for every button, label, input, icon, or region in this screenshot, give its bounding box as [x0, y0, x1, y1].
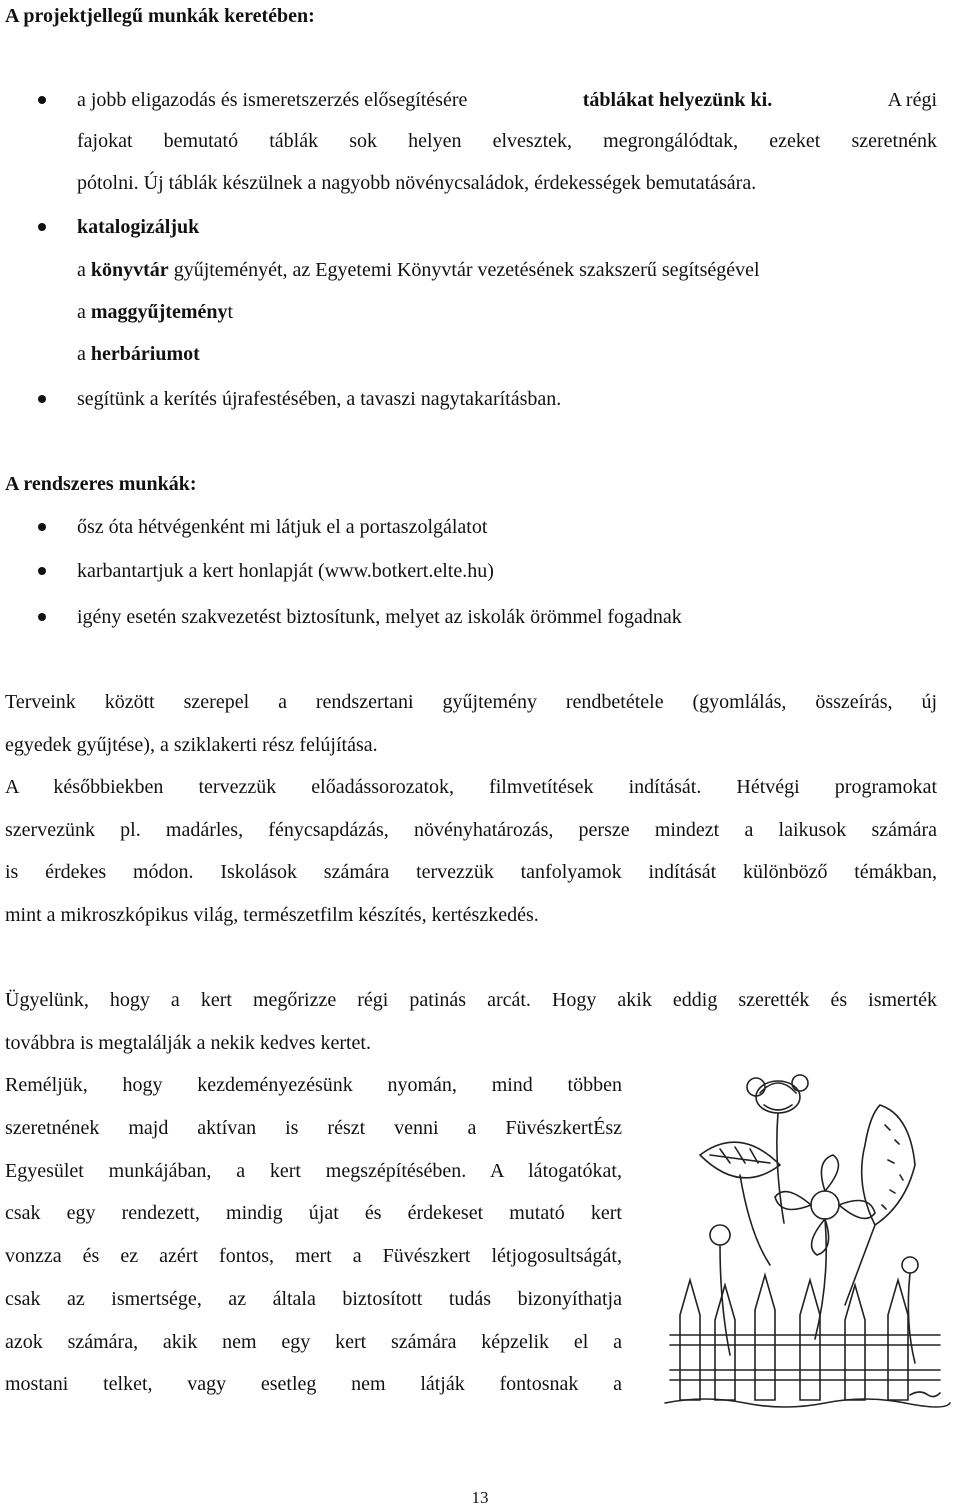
picket-fence-icon — [670, 1275, 940, 1400]
leaf-flower-icon — [700, 1142, 780, 1265]
para4-line: Egyesület munkájában, a kert megszépítésében. A látogatókat, — [5, 1160, 622, 1182]
garden-sketch-illustration — [660, 1065, 955, 1415]
fluffy-flower-icon — [845, 1105, 915, 1305]
daisy-flower-icon — [775, 1155, 875, 1339]
signature-scribble-icon — [910, 1392, 940, 1397]
para2-line4: mint a mikroszkópikus világ, természetfilm készítés, kertészkedés. — [5, 904, 539, 926]
bullet-icon — [38, 613, 46, 621]
section2-heading: A rendszeres munkák: — [5, 473, 197, 495]
para4-line: csak egy rendezett, mindig újat és érdekeset mutató kert — [5, 1202, 622, 1224]
bullet-icon — [38, 523, 46, 531]
b1-line3: pótolni. Új táblák készülnek a nagyobb növénycsaládok, érdekességek bemutatására. — [77, 172, 757, 194]
b2-sub3: a herbáriumot — [77, 343, 200, 365]
list-item: karbantartjuk a kert honlapját (www.botkert.elte.hu) — [77, 560, 494, 582]
bullet-icon — [38, 223, 46, 231]
b1-line2: fajokat bemutató táblák sok helyen elvesztek, megrongálódtak, ezeket szeretnénk — [77, 130, 937, 152]
para2-line1: A későbbiekben tervezzük előadássorozatok, filmvetítések indítását. Hétvégi programokat — [5, 776, 937, 798]
para1-line2: egyedek gyűjtése), a sziklakerti rész felújítása. — [5, 734, 378, 756]
para2-line3: is érdekes módon. Iskolások számára tervezzük tanfolyamok indítását különböző témákban, — [5, 861, 937, 883]
bullet-icon — [38, 395, 46, 403]
para2-line2: szervezünk pl. madárles, fénycsapdázás, növényhatározás, persze mindezt a laikusok számára — [5, 819, 937, 841]
para4-line: azok számára, akik nem egy kert számára képzelik el a — [5, 1331, 622, 1353]
poppy-flower-icon — [747, 1075, 808, 1223]
para4-line: vonzza és ez azért fontos, mert a Füvészkert létjogosultságát, — [5, 1245, 622, 1267]
para4-line: szeretnének majd aktívan is részt venni a FüvészkertÉsz — [5, 1117, 622, 1139]
para4-line: Reméljük, hogy kezdeményezésünk nyomán, mind többen — [5, 1074, 622, 1096]
page-number: 13 — [471, 1488, 489, 1507]
para3-line2: továbbra is megtalálják a nekik kedves kertet. — [5, 1032, 371, 1054]
b2-sub2: a maggyűjteményt — [77, 301, 234, 323]
b2-sub1: a könyvtár gyűjteményét, az Egyetemi Könyvtár vezetésének szakszerű segítségével — [77, 259, 760, 281]
bullet-icon — [38, 567, 46, 575]
para4-line: mostani telket, vagy esetleg nem látják fontosnak a — [5, 1373, 622, 1395]
section1-heading: A projektjellegű munkák keretében: — [5, 5, 315, 27]
list-item: ősz óta hétvégenként mi látjuk el a portaszolgálatot — [77, 516, 488, 538]
para3-line1: Ügyelünk, hogy a kert megőrizze régi patinás arcát. Hogy akik eddig szerették és ismerték — [5, 989, 937, 1011]
b1-line1: a jobb eligazodás és ismeretszerzés elősegítésére táblákat helyezünk ki. A régi — [77, 89, 937, 111]
para1-line1: Terveink között szerepel a rendszertani gyűjtemény rendbetétele (gyomlálás, összeírás, új — [5, 691, 937, 713]
para4-line: csak az ismertsége, az általa biztosított tudás bizonyíthatja — [5, 1288, 622, 1310]
bullet-icon — [38, 96, 46, 104]
b2-head: katalogizáljuk — [77, 216, 200, 238]
b3-text: segítünk a kerítés újrafestésében, a tavaszi nagytakarításban. — [77, 388, 562, 410]
list-item: igény esetén szakvezetést biztosítunk, melyet az iskolák örömmel fogadnak — [77, 606, 682, 628]
